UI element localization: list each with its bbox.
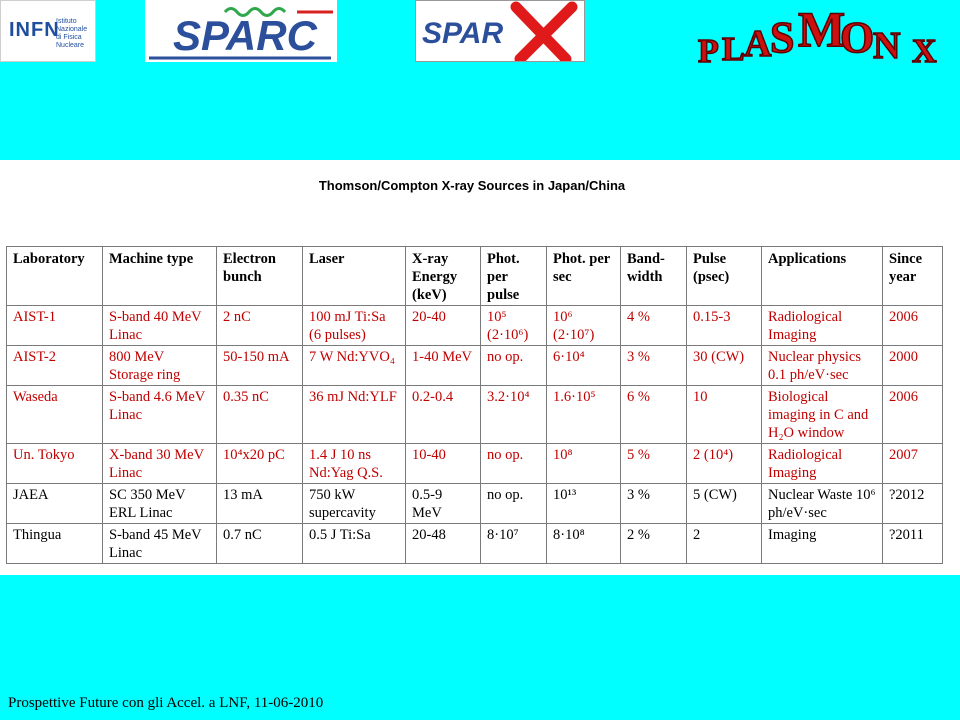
cell-pulse: 2 (10⁴) xyxy=(687,444,762,484)
cell-electron-bunch: 0.35 nC xyxy=(217,386,303,444)
cell-bandwidth: 3 % xyxy=(621,484,687,524)
cell-xray-energy: 0.2-0.4 xyxy=(406,386,481,444)
cell-electron-bunch: 50-150 mA xyxy=(217,346,303,386)
infn-logo-subtitle: Istituto Nazionale di Fisica Nucleare xyxy=(56,18,88,49)
cell-since-year: 2006 xyxy=(883,306,943,346)
cell-applications: Biological imaging in C and H₂O window xyxy=(762,386,883,444)
svg-text:SPARC: SPARC xyxy=(173,12,317,59)
header-xray-energy: X-ray Energy (keV) xyxy=(406,247,481,306)
sources-table xyxy=(6,246,943,564)
infn-logo-word: INFN xyxy=(9,19,60,41)
header-bandwidth: Band-width xyxy=(621,247,687,306)
cell-since-year: ?2011 xyxy=(883,524,943,564)
cell-machine-type: S-band 40 MeV Linac xyxy=(103,306,217,346)
header-phot-per-sec: Phot. per sec xyxy=(547,247,621,306)
cell-xray-energy: 20-48 xyxy=(406,524,481,564)
cell-machine-type: SC 350 MeV ERL Linac xyxy=(103,484,217,524)
cell-pulse: 2 xyxy=(687,524,762,564)
svg-text:M: M xyxy=(798,1,846,57)
cell-phot-per-sec: 10⁶ (2·10⁷) xyxy=(547,306,621,346)
table-row xyxy=(7,306,943,346)
cell-since-year: ?2012 xyxy=(883,484,943,524)
infn-logo xyxy=(0,0,96,62)
table-row xyxy=(7,346,943,386)
cell-phot-per-sec: 8·10⁸ xyxy=(547,524,621,564)
cell-xray-energy: 1-40 MeV xyxy=(406,346,481,386)
cell-phot-per-pulse: no op. xyxy=(481,346,547,386)
cell-machine-type: S-band 4.6 MeV Linac xyxy=(103,386,217,444)
cell-laser: 36 mJ Nd:YLF xyxy=(303,386,406,444)
svg-text:A: A xyxy=(744,23,772,65)
sparx-logo xyxy=(415,0,585,62)
cell-pulse: 30 (CW) xyxy=(687,346,762,386)
cell-laboratory: Waseda xyxy=(7,386,103,444)
cell-laser: 7 W Nd:YVO₄ xyxy=(303,346,406,386)
cell-phot-per-pulse: 8·10⁷ xyxy=(481,524,547,564)
plasmonx-logo xyxy=(680,0,950,72)
cell-laboratory: AIST-1 xyxy=(7,306,103,346)
header-laboratory: Laboratory xyxy=(7,247,103,306)
header-machine-type: Machine type xyxy=(103,247,217,306)
cell-bandwidth: 6 % xyxy=(621,386,687,444)
table-row xyxy=(7,484,943,524)
cell-laboratory: AIST-2 xyxy=(7,346,103,386)
cell-electron-bunch: 10⁴x20 pC xyxy=(217,444,303,484)
svg-text:N: N xyxy=(873,25,901,67)
cell-pulse: 10 xyxy=(687,386,762,444)
svg-text:S: S xyxy=(770,13,795,62)
cell-phot-per-pulse: no op. xyxy=(481,444,547,484)
cell-electron-bunch: 0.7 nC xyxy=(217,524,303,564)
header-phot-per-pulse: Phot. per pulse xyxy=(481,247,547,306)
cell-laboratory: JAEA xyxy=(7,484,103,524)
cell-bandwidth: 4 % xyxy=(621,306,687,346)
cell-phot-per-pulse: no op. xyxy=(481,484,547,524)
cell-since-year: 2006 xyxy=(883,386,943,444)
content-panel xyxy=(0,160,960,575)
cell-laser: 1.4 J 10 ns Nd:Yag Q.S. xyxy=(303,444,406,484)
cell-laboratory: Un. Tokyo xyxy=(7,444,103,484)
svg-text:X: X xyxy=(912,33,937,70)
cell-applications: Nuclear Waste 10⁶ ph/eV·sec xyxy=(762,484,883,524)
svg-text:L: L xyxy=(722,31,745,68)
cell-electron-bunch: 2 nC xyxy=(217,306,303,346)
cell-applications: Imaging xyxy=(762,524,883,564)
cell-phot-per-pulse: 10⁵ (2·10⁶) xyxy=(481,306,547,346)
table-row xyxy=(7,444,943,484)
cell-machine-type: X-band 30 MeV Linac xyxy=(103,444,217,484)
table-header-row xyxy=(7,247,943,306)
table-row xyxy=(7,386,943,444)
cell-bandwidth: 3 % xyxy=(621,346,687,386)
table-title: Thomson/Compton X-ray Sources in Japan/China xyxy=(318,178,626,193)
cell-laser: 0.5 J Ti:Sa xyxy=(303,524,406,564)
cell-machine-type: 800 MeV Storage ring xyxy=(103,346,217,386)
sparc-logo xyxy=(145,0,337,62)
cell-bandwidth: 5 % xyxy=(621,444,687,484)
cell-since-year: 2000 xyxy=(883,346,943,386)
cell-applications: Radiological Imaging xyxy=(762,306,883,346)
cell-applications: Nuclear physics 0.1 ph/eV·sec xyxy=(762,346,883,386)
cell-machine-type: S-band 45 MeV Linac xyxy=(103,524,217,564)
cell-laboratory: Thingua xyxy=(7,524,103,564)
header-since-year: Since year xyxy=(883,247,943,306)
cell-pulse: 0.15-3 xyxy=(687,306,762,346)
cell-xray-energy: 20-40 xyxy=(406,306,481,346)
cell-laser: 750 kW supercavity xyxy=(303,484,406,524)
cell-applications: Radiological Imaging xyxy=(762,444,883,484)
header-pulse: Pulse (psec) xyxy=(687,247,762,306)
header-laser: Laser xyxy=(303,247,406,306)
header-applications: Applications xyxy=(762,247,883,306)
table-row xyxy=(7,524,943,564)
cell-bandwidth: 2 % xyxy=(621,524,687,564)
footer-text: Prospettive Future con gli Accel. a LNF, 11-06-2010 xyxy=(8,695,324,711)
cell-phot-per-sec: 6·10⁴ xyxy=(547,346,621,386)
cell-xray-energy: 10-40 xyxy=(406,444,481,484)
cell-laser: 100 mJ Ti:Sa (6 pulses) xyxy=(303,306,406,346)
cell-phot-per-sec: 10¹³ xyxy=(547,484,621,524)
svg-text:SPAR: SPAR xyxy=(422,17,504,50)
cell-phot-per-sec: 10⁸ xyxy=(547,444,621,484)
cell-phot-per-sec: 1.6·10⁵ xyxy=(547,386,621,444)
cell-xray-energy: 0.5-9 MeV xyxy=(406,484,481,524)
cell-pulse: 5 (CW) xyxy=(687,484,762,524)
cell-electron-bunch: 13 mA xyxy=(217,484,303,524)
svg-text:P: P xyxy=(698,33,719,70)
svg-text:O: O xyxy=(840,13,875,62)
cell-since-year: 2007 xyxy=(883,444,943,484)
cell-phot-per-pulse: 3.2·10⁴ xyxy=(481,386,547,444)
header-electron-bunch: Electron bunch xyxy=(217,247,303,306)
